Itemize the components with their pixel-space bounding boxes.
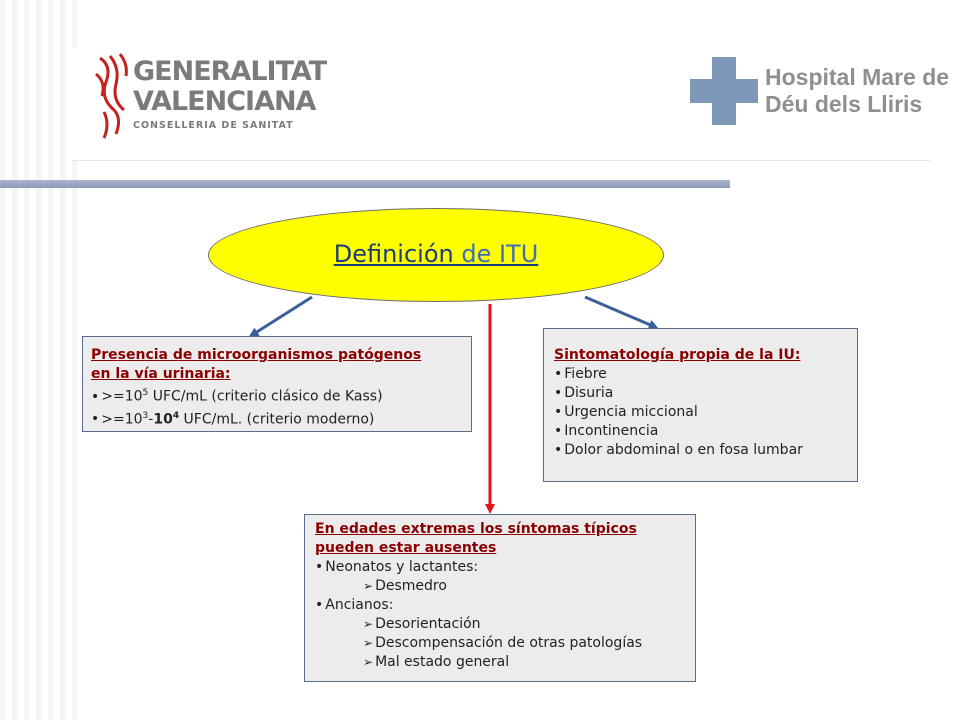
logo-line-1: GENERALITAT [133, 56, 327, 87]
definition-box [82, 336, 472, 432]
hospital-name-line-1: Hospital Mare de [765, 64, 950, 90]
symptom-item: • Dolor abdominal o en fosa lumbar [554, 441, 847, 460]
definition-title-line-2: en la vía urinaria: [91, 366, 231, 382]
criterion-modern-bold: 10 [153, 411, 173, 428]
group-neonates: • Neonatos y lactantes: [315, 558, 685, 577]
symptom-item: • Disuria [554, 384, 847, 403]
criterion-modern-exp2: 4 [172, 410, 180, 421]
title-part-1: Definición [333, 240, 454, 268]
definition-box-title [91, 346, 463, 384]
group-elderly: • Ancianos: [315, 596, 685, 615]
criterion-modern-exp1: 3 [142, 410, 149, 421]
extreme-ages-title-line-2: pueden estar ausentes [315, 540, 497, 556]
criterion-modern-post: UFC/mL. (criterio moderno) [179, 411, 375, 428]
extreme-ages-box [304, 514, 696, 682]
arrow-to-left-box [252, 297, 312, 335]
extreme-ages-box-title [315, 520, 685, 558]
criterion-kass-post: UFC/mL (criterio clásico de Kass) [148, 388, 383, 405]
criterion-kass [91, 384, 463, 407]
criterion-kass-pre: >=10 [101, 388, 143, 405]
arrow-to-right-box [585, 297, 655, 327]
hospital-name-line-2: Déu dels Lliris [765, 91, 923, 117]
title-part-2: de ITU [453, 240, 539, 268]
neonates-sub-item: ➢ Desmedro [315, 577, 685, 596]
criterion-modern-pre: >=10 [101, 411, 143, 428]
symptoms-box-title: Sintomatología propia de la IU: [554, 347, 801, 363]
page-title [208, 240, 664, 268]
elderly-sub-item: ➢ Desorientación [315, 615, 685, 634]
symptoms-box [543, 328, 858, 482]
criterion-kass-exp: 5 [142, 388, 149, 398]
criterion-modern-dash: - [148, 411, 154, 428]
criterion-modern [91, 407, 463, 430]
symptom-item: • Fiebre [554, 365, 847, 384]
logo-line-2: VALENCIANA [133, 86, 316, 117]
symptom-item: • Urgencia miccional [554, 403, 847, 422]
symptom-item: • Incontinencia [554, 422, 847, 441]
extreme-ages-title-line-1: En edades extremas los síntomas típicos [315, 521, 637, 537]
definition-title-line-1: Presencia de microorganismos patógenos [91, 347, 422, 363]
logo-line-3: CONSELLERIA DE SANITAT [133, 120, 294, 131]
elderly-sub-item: ➢ Mal estado general [315, 653, 685, 672]
elderly-sub-item: ➢ Descompensación de otras patologías [315, 634, 685, 653]
